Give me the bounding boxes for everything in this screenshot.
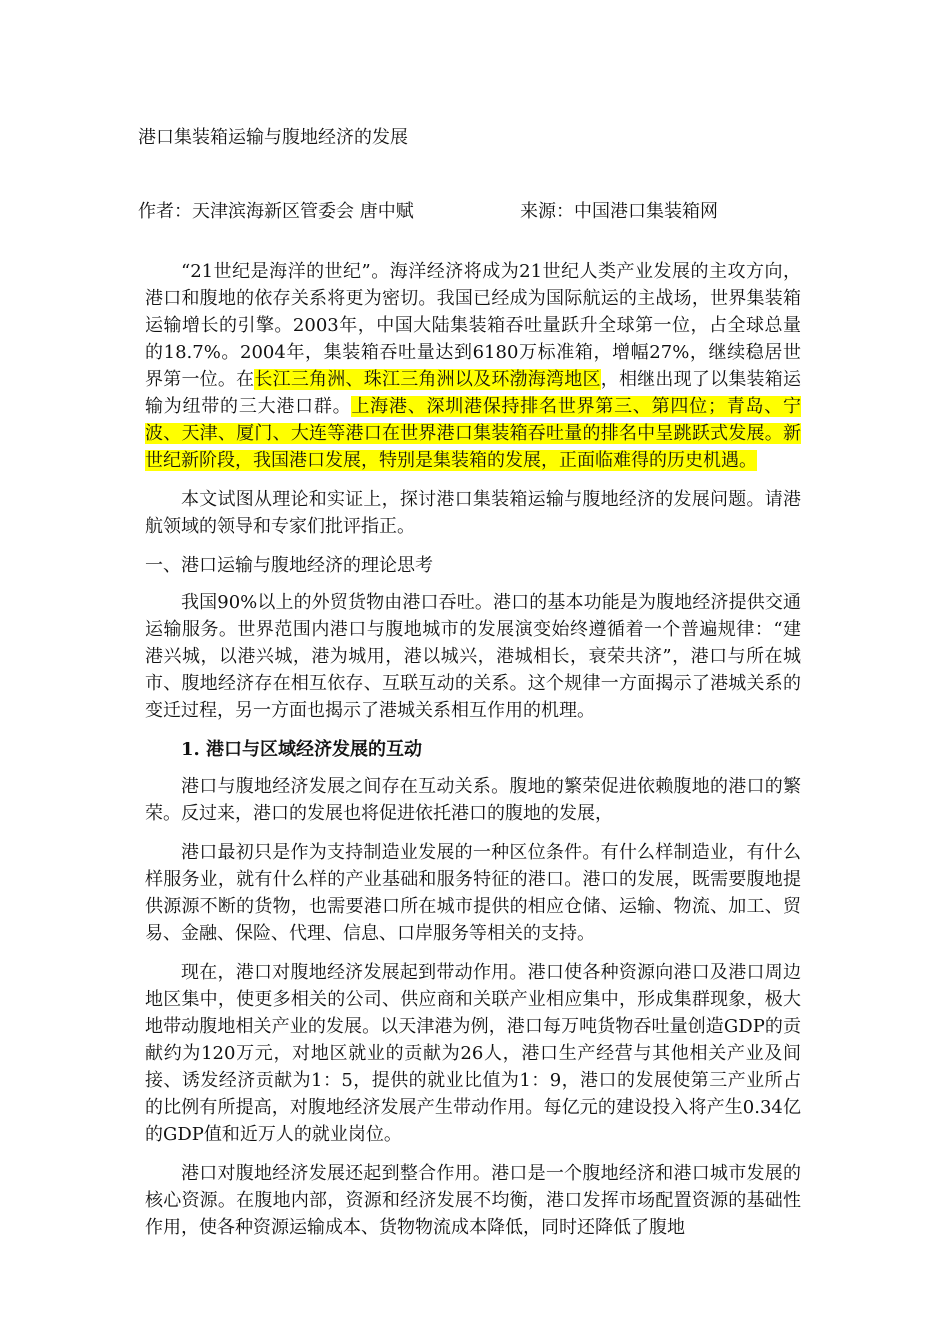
paragraph-location-condition: 港口最初只是作为支持制造业发展的一种区位条件。有什么样制造业，有什么样服务业，就有什么样的产业基础和服务特征的港口。港口的发展，既需要腹地提供源源不断的货物，也需要港口所在城市提供的相应仓储、运输、物流、加工、贸易、金融、保险、代理、信息、口岸服务等相关的支持。 bbox=[145, 842, 801, 944]
article-body bbox=[145, 258, 801, 1253]
subheading-1: 1. 港口与区域经济发展的互动 bbox=[181, 739, 423, 760]
byline bbox=[138, 200, 718, 224]
highlighted-regions: 长江三角洲、珠江三角洲以及环渤海湾地区 bbox=[254, 369, 601, 390]
paragraph-interaction: 港口与腹地经济发展之间存在互动关系。腹地的繁荣促进依赖腹地的港口的繁荣。反过来，港口的发展也将促进依托港口的腹地的发展， bbox=[145, 776, 801, 824]
section-heading-1: 一、港口运输与腹地经济的理论思考 bbox=[145, 555, 433, 576]
intro-text-a: “21世纪是海洋的世纪”。海洋经济将成为21世纪人类产业发展的主攻方向，港口和腹地的依存关系将更为密切。我国已经成为国际航运的主战场，世界集装箱运输增长的引擎。2003年，中国大陆集装箱吞吐量跃升全球第一位，占全球总量的18.7%。2004年，集装箱吞吐量达到6180万标准箱，增幅27%，继续稳居世界第一位。在 bbox=[145, 261, 801, 390]
paragraph-intro bbox=[145, 258, 801, 474]
source-line: 来源：中国港口集装箱网 bbox=[520, 201, 718, 222]
author-line: 作者：天津滨海新区管委会 唐中赋 bbox=[138, 201, 414, 222]
document-title: 港口集装箱运输与腹地经济的发展 bbox=[138, 127, 408, 148]
paragraph-port-function: 我国90%以上的外贸货物由港口吞吐。港口的基本功能是为腹地经济提供交通运输服务。世界范围内港口与腹地城市的发展演变始终遵循着一个普遍规律：“建港兴城，以港兴城，港为城用，港以城兴，港城相长，衰荣共济”，港口与所在城市、腹地经济存在相互依存、互联互动的关系。这个规律一方面揭示了港城关系的变迁过程，另一方面也揭示了港城关系相互作用的机理。 bbox=[145, 592, 801, 721]
intro-text-b: ，相继出现了以集装箱运输为纽带的三大港口群。 bbox=[145, 369, 802, 417]
paragraph-driving-role: 现在，港口对腹地经济发展起到带动作用。港口使各种资源向港口及港口周边地区集中，使更多相关的公司、供应商和关联产业相应集中，形成集群现象，极大地带动腹地相关产业的发展。以天津港为例，港口每万吨货物吞吐量创造GDP的贡献约为120万元，对地区就业的贡献为26人，港口生产经营与其他相关产业及间接、诱发经济贡献为1：5，提供的就业比值为1：9，港口的发展使第三产业所占的比例有所提高，对腹地经济发展产生带动作用。每亿元的建设投入将产生0.34亿的GDP值和近万人的就业岗位。 bbox=[145, 962, 801, 1145]
highlighted-ports: 上海港、深圳港保持排名世界第三、第四位；青岛、宁波、天津、厦门、大连等港口在世界港口集装箱吞吐量的排名中呈跳跃式发展。新世纪新阶段，我国港口发展，特别是集装箱的发展，正面临难得的历史机遇。 bbox=[145, 396, 802, 471]
paragraph-purpose: 本文试图从理论和实证上，探讨港口集装箱运输与腹地经济的发展问题。请港航领域的领导和专家们批评指正。 bbox=[145, 489, 801, 537]
paragraph-integration-role: 港口对腹地经济发展还起到整合作用。港口是一个腹地经济和港口城市发展的核心资源。在腹地内部，资源和经济发展不均衡，港口发挥市场配置资源的基础性作用，使各种资源运输成本、货物物流成本降低，同时还降低了腹地 bbox=[145, 1163, 801, 1238]
